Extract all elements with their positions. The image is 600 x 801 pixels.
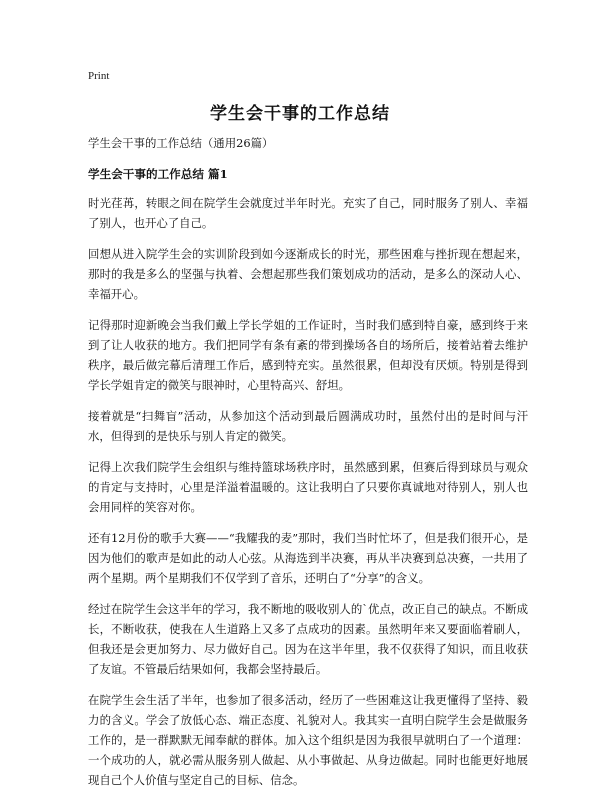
paragraph: 经过在院学生会这半年的学习，我不断地的吸收别人的`优点，改正自己的缺点。不断成长，不断收获，使我在人生道路上又多了点成功的因素。虽然明年来又要面临着刷人，但我还是会更加努力、尽力做好自己。因为在这半年里，我不仅获得了知识，而且收获了友谊。不管最后结果如何，我都会坚持最后。 <box>88 602 528 676</box>
document-subtitle: 学生会干事的工作总结（通用26篇） <box>88 136 274 150</box>
page-title: 学生会干事的工作总结 <box>210 104 390 124</box>
paragraph: 记得上次我们院学生会组织与维持篮球场秩序时，虽然感到累，但赛后得到球员与观众的肯定与支持时，心里是洋溢着温暖的。这让我明白了只要你真诚地对待别人，别人也会用同样的笑容对你。 <box>88 460 528 514</box>
section-heading: 学生会干事的工作总结 篇1 <box>88 167 228 181</box>
paragraph: 记得那时迎新晚会当我们戴上学长学姐的工作证时，当时我们感到特自豪，感到终于来到了让人收获的地方。我们把同学有条有紊的带到操场各自的场所后，接着站着去维护秩序，最后做完幕后清理工作后，感到特充实。虽然很累，但却没有厌烦。特别是得到学长学姐肯定的微笑与眼神时，心里特高兴、舒坦。 <box>88 318 528 392</box>
paragraph: 回想从进入院学生会的实训阶段到如今逐渐成长的时光，那些困难与挫折现在想起来，那时的我是多么的坚强与执着、会想起那些我们策划成功的活动，是多么的深动人心、幸福开心。 <box>88 247 528 301</box>
paragraph: 在院学生会生活了半年，也参加了很多活动，经历了一些困难这让我更懂得了坚持、毅力的含义。学会了放低心态、端正态度、礼貌对人。我其实一直明白院学生会是做服务工作的，是一群默默无闻奉献的群体。加入这个组织是因为我很早就明白了一个道理：一个成功的人，就必需从服务别人做起、从小事做起、从身边做起。同时也能更好地展现自己个人价值与坚定自己的目标、信念。 <box>88 693 528 787</box>
document-body <box>88 133 528 801</box>
paragraph: 还有12月份的歌手大赛——“我耀我的麦”那时，我们当时忙坏了，但是我们很开心，是因为他们的歌声是如此的动人心弦。从海选到半决赛，再从半决赛到总决赛，一共用了两个星期。两个星期我们不仅学到了音乐，还明白了“分享”的含义。 <box>88 531 528 585</box>
paragraph: 接着就是“扫舞盲”活动，从参加这个活动到最后圆满成功时，虽然付出的是时间与汗水，但得到的是快乐与别人肯定的微笑。 <box>88 409 528 443</box>
print-label: Print <box>88 70 110 82</box>
paragraph: 时光荏苒，转眼之间在院学生会就度过半年时光。充实了自己，同时服务了别人、幸福了别人，也开心了自己。 <box>88 196 528 230</box>
